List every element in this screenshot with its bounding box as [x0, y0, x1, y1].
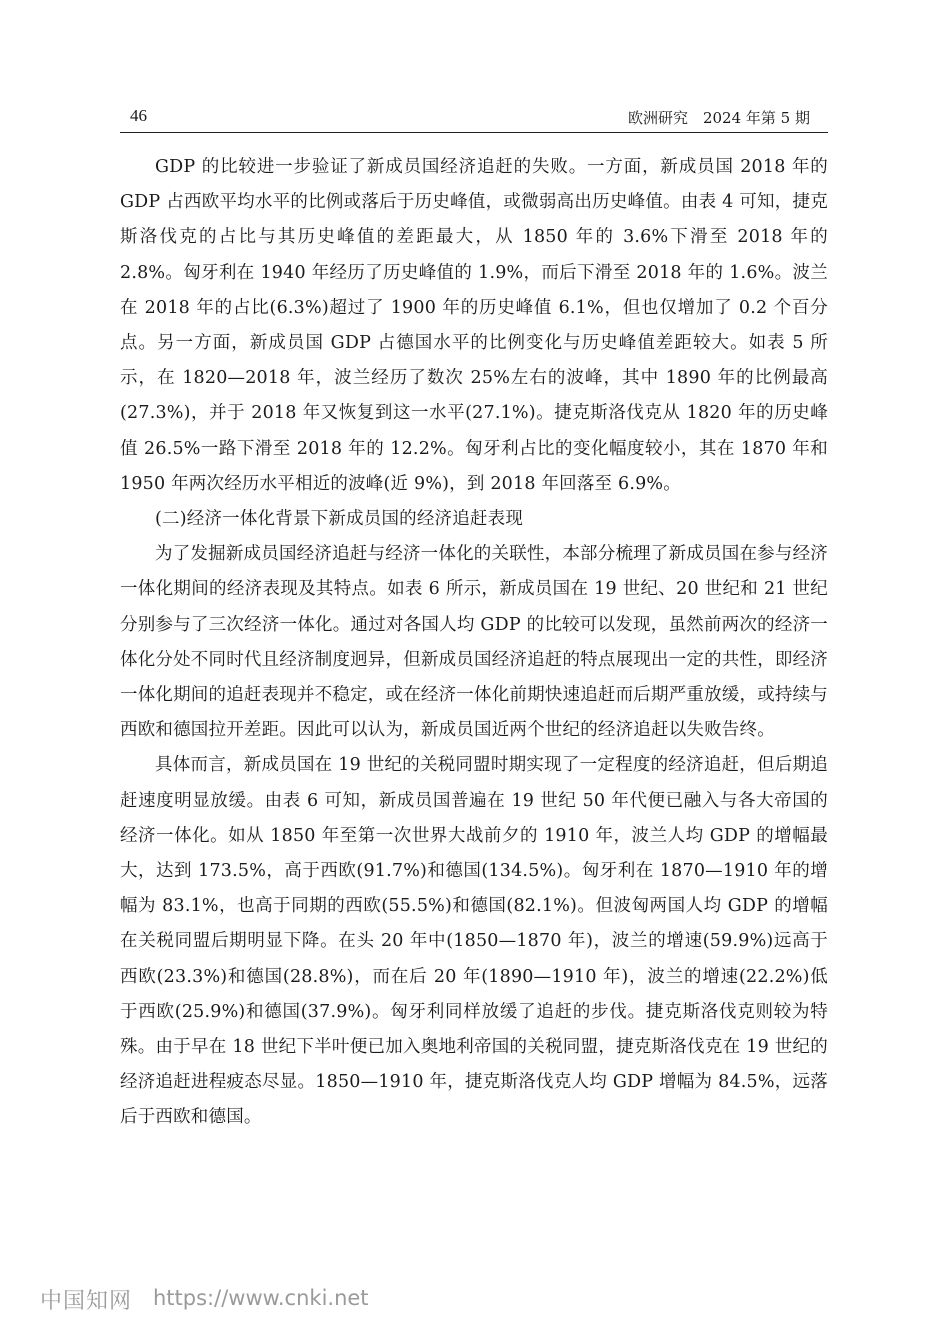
paragraph-19th-century: 具体而言，新成员国在 19 世纪的关税同盟时期实现了一定程度的经济追赶，但后期追赶速度明显放缓。由表 6 可知，新成员国普遍在 19 世纪 50 年代便已融入与各大帝国的经济一体化。如从 1850 年至第一次世界大战前夕的 1910 年，波兰人均 GDP 的增幅最大，达到 173.5%，高于西欧(91.7%)和德国(134.5%)。匈牙利在 1870—1910 年的增幅为 83.1%，也高于同期的西欧(55.5%)和德国(82.1%)。但波匈两国人均 GDP 的增幅在关税同盟后期明显下降。在头 20 年中(1850—1870 年)，波兰的增速(59.9%)远高于西欧(23.3%)和德国(28.8%)，而在后 20 年(1890—1910 年)，波兰的增速(22.2%)低于西欧(25.9%)和德国(37.9%)。匈牙利同样放缓了追赶的步伐。捷克斯洛伐克则较为特殊。由于早在 18 世纪下半叶便已加入奥地利帝国的关税同盟，捷克斯洛伐克在 19 世纪的经济追赶进程疲态尽显。1850—1910 年，捷克斯洛伐克人均 GDP 增幅为 84.5%，远落后于西欧和德国。 [120, 755, 828, 1128]
paragraph-integration-overview: 为了发掘新成员国经济追赶与经济一体化的关联性，本部分梳理了新成员国在参与经济一体化期间的经济表现及其特点。如表 6 所示，新成员国在 19 世纪、20 世纪和 21 世纪分别参与了三次经济一体化。通过对各国人均 GDP 的比较可以发现，虽然前两次的经济一体化分处不同时代且经济制度迥异，但新成员国经济追赶的特点展现出一定的共性，即经济一体化期间的追赶表现并不稳定，或在经济一体化前期快速追赶而后期严重放缓，或持续与西欧和德国拉开差距。因此可以认为，新成员国近两个世纪的经济追赶以失败告终。 [120, 544, 828, 741]
journal-title: 欧洲研究 2024 年第 5 期 [627, 109, 810, 127]
cnki-logo: 中国知网 [40, 1289, 133, 1314]
cnki-url[interactable]: https://www.cnki.net [153, 1286, 369, 1310]
page-number: 46 [130, 106, 147, 125]
section-heading: (二)经济一体化背景下新成员国的经济追赶表现 [155, 509, 524, 530]
article-body [120, 150, 828, 1136]
running-header [120, 104, 828, 133]
paragraph-gdp-comparison: GDP 的比较进一步验证了新成员国经济追赶的失败。一方面，新成员国 2018 年的 GDP 占西欧平均水平的比例或落后于历史峰值，或微弱高出历史峰值。由表 4 可知，捷克斯洛伐克的占比与其历史峰值的差距最大，从 1850 年的 3.6%下滑至 2018 年的 2.8%。匈牙利在 1940 年经历了历史峰值的 1.9%，而后下滑至 2018 年的 1.6%。波兰在 2018 年的占比(6.3%)超过了 1900 年的历史峰值 6.1%，但也仅增加了 0.2 个百分点。另一方面，新成员国 GDP 占德国水平的比例变化与历史峰值差距较大。如表 5 所示，在 1820—2018 年，波兰经历了数次 25%左右的波峰，其中 1890 年的比例最高(27.3%)，并于 2018 年又恢复到这一水平(27.1%)。捷克斯洛伐克从 1820 年的历史峰值 26.5%一路下滑至 2018 年的 12.2%。匈牙利占比的变化幅度较小，其在 1870 年和 1950 年两次经历水平相近的波峰(近 9%)，到 2018 年回落至 6.9%。 [120, 157, 828, 494]
